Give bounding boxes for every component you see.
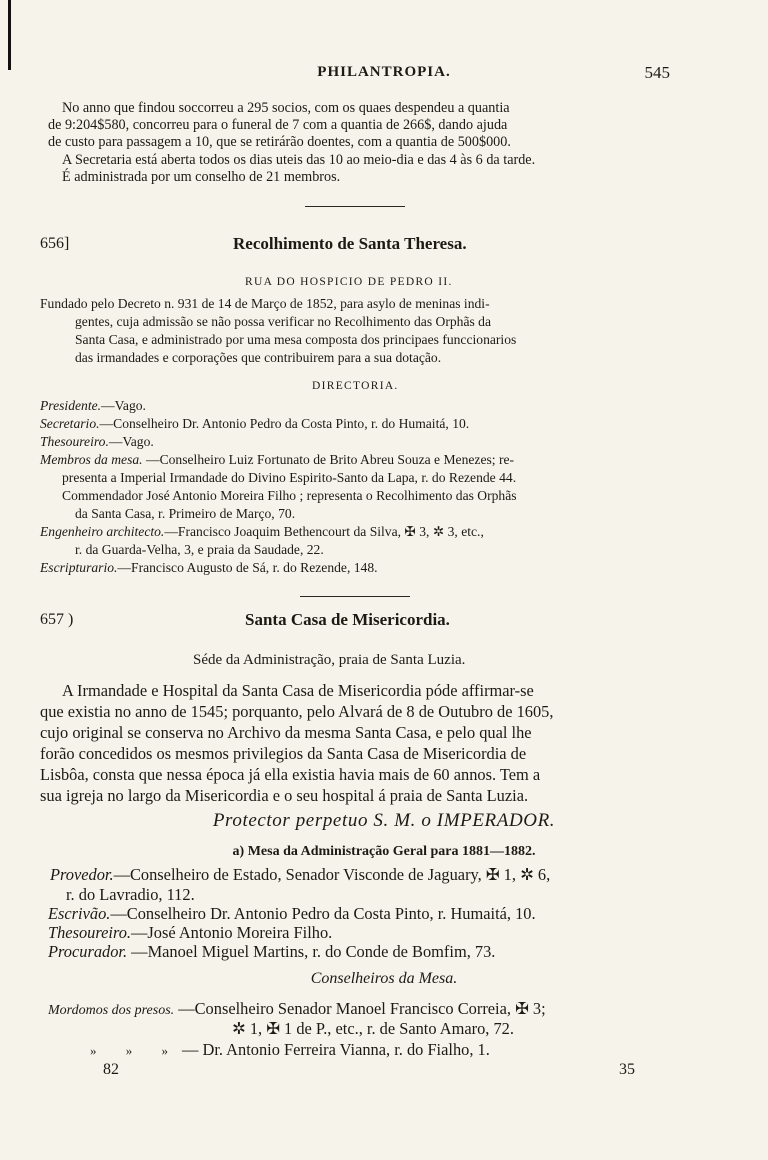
section-title: Santa Casa de Misericordia. [245, 610, 450, 629]
entry-value: —Conselheiro Dr. Antonio Pedro da Costa Pinto, r. Humaitá, 10. [110, 904, 536, 923]
page-number: 545 [644, 63, 670, 82]
entry-label: Engenheiro architecto. [40, 524, 165, 539]
body-line: A Irmandade e Hospital da Santa Casa de Misericordia póde affirmar-se [62, 681, 534, 700]
section-seat: Séde da Administração, praia de Santa Luzia. [193, 652, 466, 668]
entry-label: Mordomos dos presos. [48, 1003, 175, 1018]
intro-line: É administrada por um conselho de 21 membros. [62, 169, 341, 185]
entry-label: Membros da mesa. [40, 452, 143, 467]
entry-provedor [50, 864, 550, 886]
body-line: que existia no anno de 1545; porquanto, pelo Alvará de 8 de Outubro de 1605, [40, 702, 554, 721]
entry-value: —José Antonio Moreira Filho. [131, 923, 333, 942]
conselheiros-heading: Conselheiros da Mesa. [310, 970, 458, 987]
entry-value: — Dr. Antonio Ferreira Vianna, r. do Fialho, 1. [182, 1040, 490, 1059]
intro-line: A Secretaria está aberta todos os dias uteis das 10 ao meio-dia e das 4 às 6 da tarde. [62, 152, 536, 168]
intro-line: No anno que findou soccorreu a 295 socios, com os quaes despendeu a quantia [62, 100, 510, 116]
entry-value: —Francisco Joaquim Bethencourt da Silva, ✠ 3, ✲ 3, etc., [164, 524, 484, 539]
entry-ditto [90, 1039, 490, 1062]
body-line: Lisbôa, consta que nessa época já ella existia havia mais de 60 annos. Tem a [40, 765, 541, 784]
body-line: cujo original se conserva no Archivo da mesma Santa Casa, e pelo qual lhe [40, 723, 532, 742]
entry-value: —Vago. [101, 398, 146, 413]
founding-line: Santa Casa, e administrado por uma mesa composta dos principaes funccionarios [75, 332, 517, 347]
entry-secretario [40, 416, 469, 433]
entry-engenheiro [40, 524, 484, 541]
entry-continuation: ✲ 1, ✠ 1 de P., etc., r. de Santo Amaro, 72. [232, 1019, 514, 1038]
entry-label: Secretario. [40, 416, 100, 431]
section-number: 656] [40, 235, 70, 252]
intro-line: de custo para passagem a 10, que se retirárão doentes, com a quantia de 500$000. [48, 134, 511, 150]
founding-line: das irmandades e corporações que contribuirem para a sua dotação. [75, 350, 442, 365]
section-number: 657 ) [40, 611, 74, 628]
entry-value: —Conselheiro Senador Manoel Francisco Correia, ✠ 3; [174, 999, 546, 1018]
entry-label: Escripturario. [40, 560, 118, 575]
entry-label: Provedor. [50, 865, 114, 884]
ditto-marks: » » » [90, 1043, 168, 1058]
entry-procurador [48, 941, 495, 963]
entry-label: Presidente. [40, 398, 102, 413]
divider [305, 206, 405, 207]
divider [300, 596, 410, 597]
entry-thesoureiro [40, 434, 154, 451]
entry-continuation: Commendador José Antonio Moreira Filho ; representa o Recolhimento das Orphãs [62, 488, 517, 503]
section-address: RUA DO HOSPICIO DE PEDRO II. [245, 276, 453, 288]
entry-membros [40, 452, 514, 469]
entry-escripturario [40, 560, 378, 577]
page-edge-mark [8, 0, 11, 70]
intro-line: de 9:204$580, concorreu para o funeral de 7 com a quantia de 266$, dando ajuda [48, 117, 508, 133]
directoria-label: DIRECTORIA. [312, 380, 399, 392]
mesa-heading: a) Mesa da Administração Geral para 1881—1882. [232, 844, 536, 859]
entry-value: —Manoel Miguel Martins, r. do Conde de Bomfim, 73. [127, 942, 496, 961]
entry-continuation: presenta a Imperial Irmandade do Divino Espirito-Santo da Lapa, r. do Rezende 44. [62, 470, 517, 485]
entry-label: Thesoureiro. [40, 434, 109, 449]
entry-label: Escrivão. [48, 904, 111, 923]
entry-value: —Conselheiro Luiz Fortunato de Brito Abreu Souza e Menezes; re- [142, 452, 515, 467]
entry-label: Procurador. [48, 942, 128, 961]
body-line: sua igreja no largo da Misericordia e o seu hospital á praia de Santa Luzia. [40, 786, 529, 805]
entry-value: —Conselheiro Dr. Antonio Pedro da Costa Pinto, r. do Humaitá, 10. [99, 416, 470, 431]
sheet-number: 35 [619, 1061, 635, 1078]
entry-label: Thesoureiro. [48, 923, 132, 942]
entry-value: —Conselheiro de Estado, Senador Visconde de Jaguary, ✠ 1, ✲ 6, [113, 865, 551, 884]
founding-line: Fundado pelo Decreto n. 931 de 14 de Março de 1852, para asylo de meninas indi- [40, 296, 490, 311]
body-line: forão concedidos os mesmos privilegios da Santa Casa de Misericordia de [40, 744, 527, 763]
entry-continuation: da Santa Casa, r. Primeiro de Março, 70. [75, 506, 296, 521]
protector-line: Protector perpetuo S. M. o IMPERADOR. [212, 810, 556, 831]
founding-line: gentes, cuja admissão se não possa verificar no Recolhimento das Orphãs da [75, 314, 491, 329]
entry-continuation: r. do Lavradio, 112. [66, 885, 195, 904]
entry-presidente [40, 398, 146, 415]
entry-continuation: r. da Guarda-Velha, 3, e praia da Saudade, 22. [75, 542, 324, 557]
entry-value: —Vago. [108, 434, 154, 449]
running-title: PHILANTROPIA. [317, 64, 451, 80]
section-title: Recolhimento de Santa Theresa. [233, 234, 467, 253]
signature-mark: 82 [103, 1061, 119, 1078]
entry-value: —Francisco Augusto de Sá, r. do Rezende, 148. [117, 560, 378, 575]
